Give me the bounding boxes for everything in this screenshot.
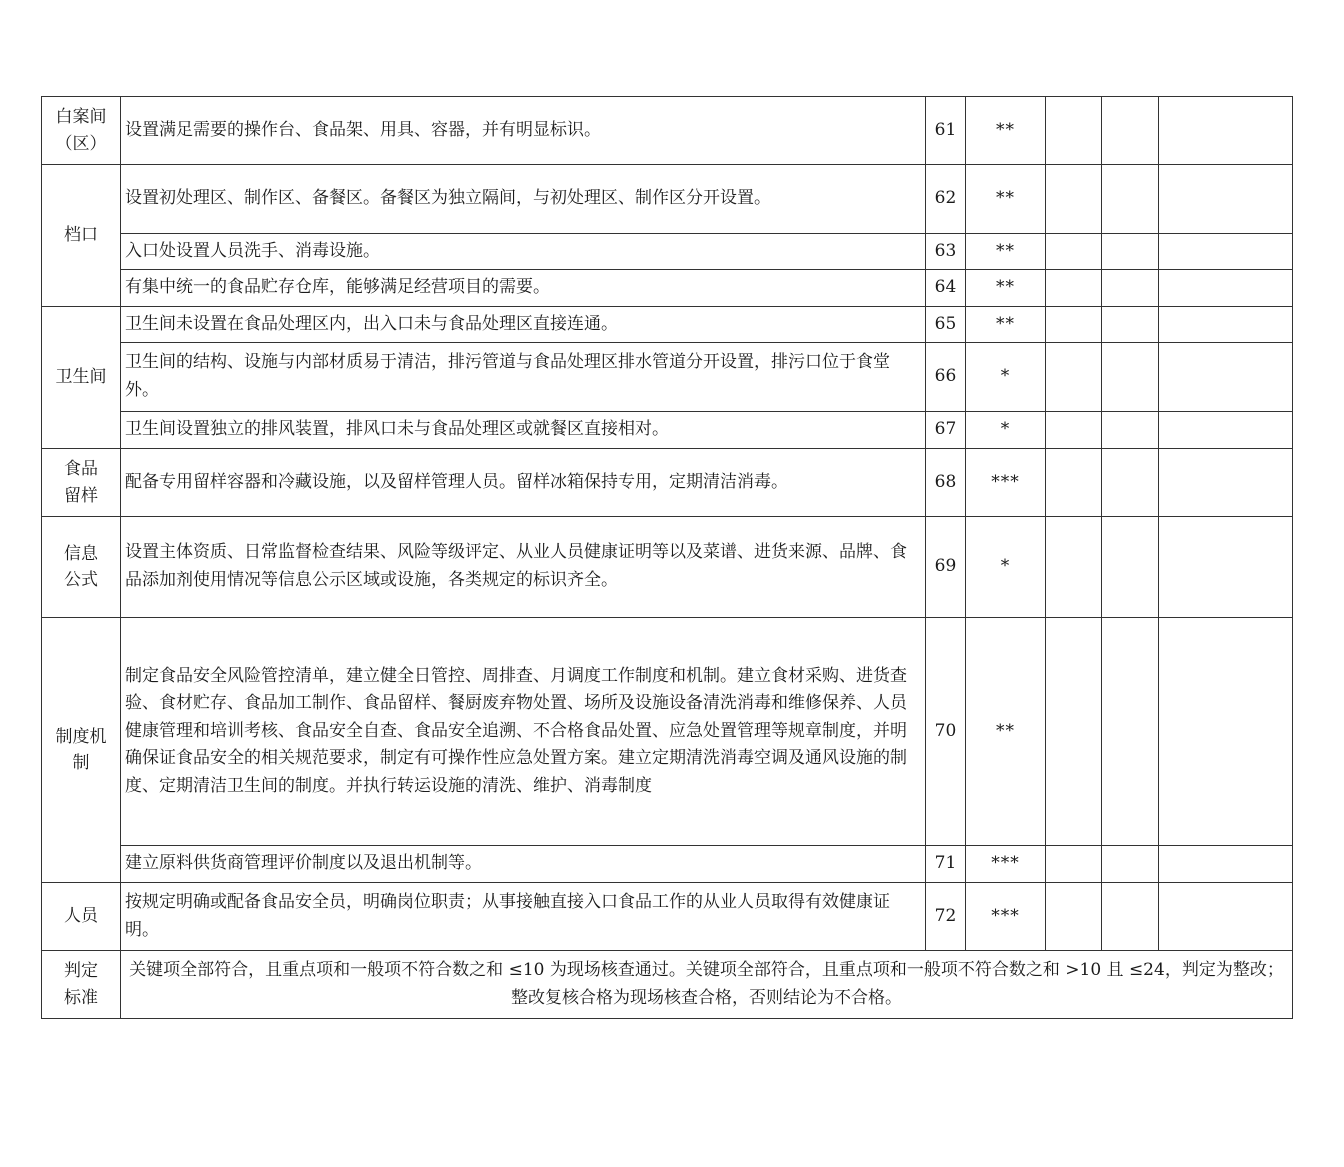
table-row	[42, 883, 1293, 951]
inspection-table	[41, 96, 1293, 1019]
result-cell	[1102, 343, 1159, 412]
requirement-cell: 设置满足需要的操作台、食品架、用具、容器，并有明显标识。	[121, 97, 926, 165]
table-row	[42, 412, 1293, 449]
requirement-cell: 卫生间的结构、设施与内部材质易于清洁，排污管道与食品处理区排水管道分开设置，排污口位于食堂外。	[121, 343, 926, 412]
item-level: **	[966, 234, 1046, 270]
result-cell	[1046, 846, 1102, 883]
result-cell	[1102, 517, 1159, 618]
table-row	[42, 165, 1293, 234]
result-cell	[1102, 883, 1159, 951]
requirement-cell: 按规定明确或配备食品安全员，明确岗位职责；从事接触直接入口食品工作的从业人员取得有效健康证明。	[121, 883, 926, 951]
result-cell	[1102, 270, 1159, 307]
item-level: ***	[966, 449, 1046, 517]
item-level: **	[966, 97, 1046, 165]
remark-cell	[1159, 517, 1293, 618]
item-level: *	[966, 517, 1046, 618]
item-level: *	[966, 412, 1046, 449]
criteria-row	[42, 951, 1293, 1019]
table-row	[42, 97, 1293, 165]
result-cell	[1102, 307, 1159, 343]
category-cell: 信息 公式	[42, 517, 121, 618]
remark-cell	[1159, 412, 1293, 449]
table-row	[42, 234, 1293, 270]
result-cell	[1102, 165, 1159, 234]
result-cell	[1046, 412, 1102, 449]
item-number: 63	[926, 234, 966, 270]
result-cell	[1046, 618, 1102, 846]
result-cell	[1102, 97, 1159, 165]
item-number: 62	[926, 165, 966, 234]
result-cell	[1046, 97, 1102, 165]
requirement-cell: 设置初处理区、制作区、备餐区。备餐区为独立隔间，与初处理区、制作区分开设置。	[121, 165, 926, 234]
criteria-text: 关键项全部符合，且重点项和一般项不符合数之和 ≤10 为现场核查通过。关键项全部符合，且重点项和一般项不符合数之和 >10 且 ≤24，判定为整改；整改复核合格为现场核查合格，否则结论为不合格。	[121, 951, 1293, 1019]
table-row	[42, 449, 1293, 517]
item-level: **	[966, 307, 1046, 343]
category-cell: 人员	[42, 883, 121, 951]
result-cell	[1046, 883, 1102, 951]
result-cell	[1102, 846, 1159, 883]
remark-cell	[1159, 618, 1293, 846]
item-number: 67	[926, 412, 966, 449]
requirement-cell: 有集中统一的食品贮存仓库，能够满足经营项目的需要。	[121, 270, 926, 307]
item-level: ***	[966, 846, 1046, 883]
table-row	[42, 307, 1293, 343]
result-cell	[1046, 165, 1102, 234]
table-row	[42, 343, 1293, 412]
category-cell: 卫生间	[42, 307, 121, 449]
remark-cell	[1159, 343, 1293, 412]
category-cell: 食品 留样	[42, 449, 121, 517]
remark-cell	[1159, 846, 1293, 883]
result-cell	[1102, 449, 1159, 517]
remark-cell	[1159, 165, 1293, 234]
item-number: 69	[926, 517, 966, 618]
result-cell	[1046, 343, 1102, 412]
table-row	[42, 270, 1293, 307]
table-row	[42, 618, 1293, 846]
remark-cell	[1159, 97, 1293, 165]
table-row	[42, 846, 1293, 883]
item-number: 61	[926, 97, 966, 165]
result-cell	[1046, 234, 1102, 270]
category-cell: 制度机 制	[42, 618, 121, 883]
result-cell	[1102, 618, 1159, 846]
remark-cell	[1159, 449, 1293, 517]
item-number: 66	[926, 343, 966, 412]
requirement-cell: 卫生间设置独立的排风装置，排风口未与食品处理区或就餐区直接相对。	[121, 412, 926, 449]
remark-cell	[1159, 883, 1293, 951]
requirement-cell: 入口处设置人员洗手、消毒设施。	[121, 234, 926, 270]
remark-cell	[1159, 234, 1293, 270]
item-number: 70	[926, 618, 966, 846]
remark-cell	[1159, 270, 1293, 307]
item-number: 65	[926, 307, 966, 343]
item-level: ***	[966, 883, 1046, 951]
requirement-cell: 制定食品安全风险管控清单，建立健全日管控、周排查、月调度工作制度和机制。建立食材采购、进货查验、食材贮存、食品加工制作、食品留样、餐厨废弃物处置、场所及设施设备清洗消毒和维修保养、人员健康管理和培训考核、食品安全自查、食品安全追溯、不合格食品处置、应急处置管理等规章制度，并明确保证食品安全的相关规范要求，制定有可操作性应急处置方案。建立定期清洗消毒空调及通风设施的制度、定期清洁卫生间的制度。并执行转运设施的清洗、维护、消毒制度	[121, 618, 926, 846]
item-level: *	[966, 343, 1046, 412]
category-cell: 档口	[42, 165, 121, 307]
result-cell	[1102, 234, 1159, 270]
item-level: **	[966, 165, 1046, 234]
result-cell	[1046, 270, 1102, 307]
result-cell	[1046, 517, 1102, 618]
requirement-cell: 配备专用留样容器和冷藏设施，以及留样管理人员。留样冰箱保持专用，定期清洁消毒。	[121, 449, 926, 517]
item-level: **	[966, 270, 1046, 307]
result-cell	[1046, 307, 1102, 343]
category-cell: 白案间 （区）	[42, 97, 121, 165]
item-number: 71	[926, 846, 966, 883]
result-cell	[1102, 412, 1159, 449]
requirement-cell: 设置主体资质、日常监督检查结果、风险等级评定、从业人员健康证明等以及菜谱、进货来源、品牌、食品添加剂使用情况等信息公示区域或设施，各类规定的标识齐全。	[121, 517, 926, 618]
item-number: 72	[926, 883, 966, 951]
table-row	[42, 517, 1293, 618]
criteria-label: 判定 标准	[42, 951, 121, 1019]
remark-cell	[1159, 307, 1293, 343]
requirement-cell: 卫生间未设置在食品处理区内，出入口未与食品处理区直接连通。	[121, 307, 926, 343]
item-number: 64	[926, 270, 966, 307]
item-number: 68	[926, 449, 966, 517]
result-cell	[1046, 449, 1102, 517]
requirement-cell: 建立原料供货商管理评价制度以及退出机制等。	[121, 846, 926, 883]
item-level: **	[966, 618, 1046, 846]
